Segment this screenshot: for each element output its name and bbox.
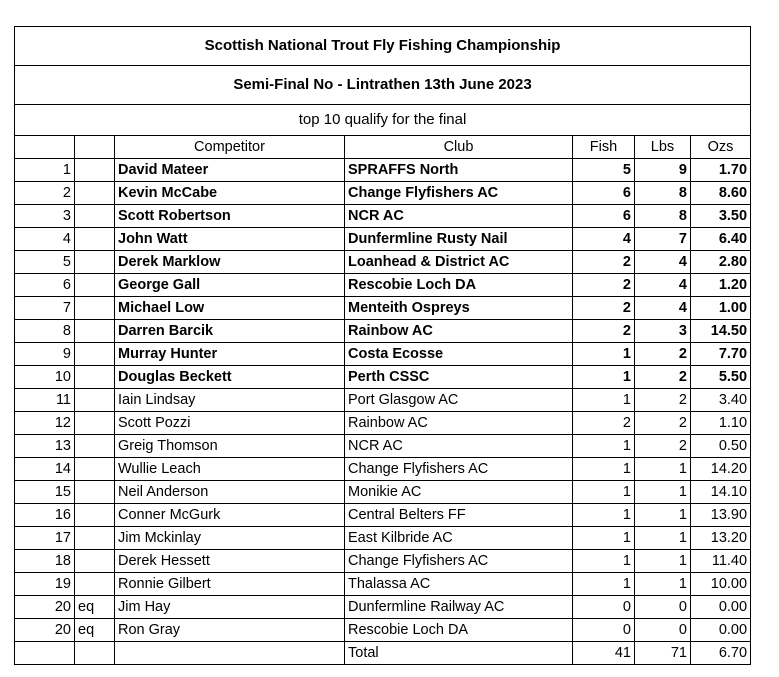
club-cell: Central Belters FF: [345, 504, 573, 527]
competitor-cell: David Mateer: [115, 159, 345, 182]
table-row: [15, 159, 751, 182]
pos-cell: 10: [15, 366, 75, 389]
ozs-cell: 13.20: [691, 527, 751, 550]
table-row: [15, 550, 751, 573]
ozs-cell: 3.50: [691, 205, 751, 228]
lbs-cell: 8: [635, 182, 691, 205]
ozs-cell: 6.40: [691, 228, 751, 251]
header-row: [15, 136, 751, 159]
championship-title: Scottish National Trout Fly Fishing Championship: [15, 27, 751, 66]
pos-cell: 16: [15, 504, 75, 527]
club-cell: East Kilbride AC: [345, 527, 573, 550]
table-row: [15, 596, 751, 619]
fish-cell: 1: [573, 504, 635, 527]
fish-cell: 0: [573, 596, 635, 619]
tag-cell: [75, 504, 115, 527]
club-cell: Port Glasgow AC: [345, 389, 573, 412]
fish-cell: 2: [573, 320, 635, 343]
fish-cell: 4: [573, 228, 635, 251]
competitor-cell: Ron Gray: [115, 619, 345, 642]
pos-cell: 19: [15, 573, 75, 596]
pos-cell: 11: [15, 389, 75, 412]
ozs-cell: 14.10: [691, 481, 751, 504]
club-cell: Dunfermline Railway AC: [345, 596, 573, 619]
tag-cell: [75, 435, 115, 458]
header-ozs: Ozs: [691, 136, 751, 159]
fish-cell: 1: [573, 343, 635, 366]
tag-cell: [75, 274, 115, 297]
lbs-cell: 2: [635, 343, 691, 366]
table-row: [15, 205, 751, 228]
fish-cell: 2: [573, 297, 635, 320]
fish-cell: 0: [573, 619, 635, 642]
tag-cell: [75, 527, 115, 550]
competitor-cell: Derek Hessett: [115, 550, 345, 573]
lbs-cell: 4: [635, 251, 691, 274]
club-cell: Change Flyfishers AC: [345, 550, 573, 573]
fish-cell: 6: [573, 182, 635, 205]
competitor-cell: Michael Low: [115, 297, 345, 320]
competitor-cell: Murray Hunter: [115, 343, 345, 366]
pos-cell: 13: [15, 435, 75, 458]
fish-cell: 2: [573, 274, 635, 297]
tag-cell: eq: [75, 596, 115, 619]
table-row: [15, 389, 751, 412]
header-pos: [15, 136, 75, 159]
fish-cell: 5: [573, 159, 635, 182]
ozs-cell: 8.60: [691, 182, 751, 205]
total-fish: 41: [573, 642, 635, 665]
fish-cell: 1: [573, 389, 635, 412]
club-cell: Change Flyfishers AC: [345, 458, 573, 481]
total-row: [15, 642, 751, 665]
table-row: [15, 251, 751, 274]
ozs-cell: 14.50: [691, 320, 751, 343]
table-row: [15, 343, 751, 366]
fish-cell: 1: [573, 527, 635, 550]
fish-cell: 2: [573, 412, 635, 435]
pos-cell: 17: [15, 527, 75, 550]
competitor-cell: Darren Barcik: [115, 320, 345, 343]
competitor-cell: Neil Anderson: [115, 481, 345, 504]
club-cell: Dunfermline Rusty Nail: [345, 228, 573, 251]
tag-cell: [75, 251, 115, 274]
competitor-cell: Douglas Beckett: [115, 366, 345, 389]
competitor-cell: Greig Thomson: [115, 435, 345, 458]
table-row: [15, 366, 751, 389]
club-cell: Menteith Ospreys: [345, 297, 573, 320]
competitor-cell: John Watt: [115, 228, 345, 251]
total-competitor: [115, 642, 345, 665]
club-cell: Rescobie Loch DA: [345, 274, 573, 297]
ozs-cell: 0.00: [691, 619, 751, 642]
total-label: Total: [345, 642, 573, 665]
club-cell: SPRAFFS North: [345, 159, 573, 182]
ozs-cell: 1.20: [691, 274, 751, 297]
total-tag: [75, 642, 115, 665]
pos-cell: 18: [15, 550, 75, 573]
header-fish: Fish: [573, 136, 635, 159]
pos-cell: 14: [15, 458, 75, 481]
header-lbs: Lbs: [635, 136, 691, 159]
header-tag: [75, 136, 115, 159]
fish-cell: 1: [573, 481, 635, 504]
tag-cell: [75, 481, 115, 504]
ozs-cell: 5.50: [691, 366, 751, 389]
qualify-note: top 10 qualify for the final: [15, 105, 751, 136]
fish-cell: 6: [573, 205, 635, 228]
ozs-cell: 7.70: [691, 343, 751, 366]
pos-cell: 12: [15, 412, 75, 435]
competitor-cell: Jim Hay: [115, 596, 345, 619]
lbs-cell: 9: [635, 159, 691, 182]
event-subtitle: Semi-Final No - Lintrathen 13th June 2023: [15, 66, 751, 105]
tag-cell: [75, 412, 115, 435]
club-cell: NCR AC: [345, 435, 573, 458]
ozs-cell: 1.00: [691, 297, 751, 320]
pos-cell: 3: [15, 205, 75, 228]
tag-cell: [75, 389, 115, 412]
pos-cell: 8: [15, 320, 75, 343]
ozs-cell: 1.70: [691, 159, 751, 182]
table-row: [15, 435, 751, 458]
tag-cell: eq: [75, 619, 115, 642]
tag-cell: [75, 366, 115, 389]
lbs-cell: 2: [635, 435, 691, 458]
header-competitor: Competitor: [115, 136, 345, 159]
total-lbs: 71: [635, 642, 691, 665]
header-club: Club: [345, 136, 573, 159]
lbs-cell: 0: [635, 619, 691, 642]
ozs-cell: 1.10: [691, 412, 751, 435]
tag-cell: [75, 182, 115, 205]
fish-cell: 1: [573, 366, 635, 389]
pos-cell: 20: [15, 619, 75, 642]
club-cell: Costa Ecosse: [345, 343, 573, 366]
table-row: [15, 320, 751, 343]
fish-cell: 1: [573, 435, 635, 458]
lbs-cell: 7: [635, 228, 691, 251]
table-row: [15, 619, 751, 642]
competitor-cell: Conner McGurk: [115, 504, 345, 527]
table-row: [15, 458, 751, 481]
competitor-cell: Kevin McCabe: [115, 182, 345, 205]
tag-cell: [75, 343, 115, 366]
total-ozs: 6.70: [691, 642, 751, 665]
competitor-cell: Scott Pozzi: [115, 412, 345, 435]
ozs-cell: 2.80: [691, 251, 751, 274]
fish-cell: 1: [573, 458, 635, 481]
lbs-cell: 3: [635, 320, 691, 343]
competitor-cell: Derek Marklow: [115, 251, 345, 274]
tag-cell: [75, 159, 115, 182]
ozs-cell: 10.00: [691, 573, 751, 596]
table-row: [15, 228, 751, 251]
tag-cell: [75, 458, 115, 481]
table-row: [15, 573, 751, 596]
tag-cell: [75, 320, 115, 343]
ozs-cell: 0.50: [691, 435, 751, 458]
competitor-cell: Scott Robertson: [115, 205, 345, 228]
pos-cell: 20: [15, 596, 75, 619]
table-row: [15, 412, 751, 435]
pos-cell: 2: [15, 182, 75, 205]
competitor-cell: Jim Mckinlay: [115, 527, 345, 550]
table-row: [15, 504, 751, 527]
lbs-cell: 4: [635, 274, 691, 297]
table-row: [15, 274, 751, 297]
table-row: [15, 182, 751, 205]
lbs-cell: 8: [635, 205, 691, 228]
pos-cell: 1: [15, 159, 75, 182]
subtitle-row: [15, 66, 751, 105]
pos-cell: 4: [15, 228, 75, 251]
results-table: [14, 26, 751, 665]
lbs-cell: 1: [635, 527, 691, 550]
pos-cell: 6: [15, 274, 75, 297]
fish-cell: 2: [573, 251, 635, 274]
competitor-cell: Ronnie Gilbert: [115, 573, 345, 596]
tag-cell: [75, 573, 115, 596]
club-cell: Rainbow AC: [345, 412, 573, 435]
tag-cell: [75, 550, 115, 573]
club-cell: Loanhead & District AC: [345, 251, 573, 274]
note-row: [15, 105, 751, 136]
competitor-cell: Iain Lindsay: [115, 389, 345, 412]
ozs-cell: 3.40: [691, 389, 751, 412]
lbs-cell: 1: [635, 550, 691, 573]
competitor-cell: George Gall: [115, 274, 345, 297]
fish-cell: 1: [573, 550, 635, 573]
ozs-cell: 13.90: [691, 504, 751, 527]
pos-cell: 7: [15, 297, 75, 320]
lbs-cell: 4: [635, 297, 691, 320]
table-row: [15, 297, 751, 320]
lbs-cell: 1: [635, 504, 691, 527]
pos-cell: 15: [15, 481, 75, 504]
ozs-cell: 14.20: [691, 458, 751, 481]
ozs-cell: 11.40: [691, 550, 751, 573]
club-cell: Change Flyfishers AC: [345, 182, 573, 205]
club-cell: Rescobie Loch DA: [345, 619, 573, 642]
tag-cell: [75, 205, 115, 228]
club-cell: NCR AC: [345, 205, 573, 228]
lbs-cell: 1: [635, 458, 691, 481]
table-row: [15, 481, 751, 504]
fish-cell: 1: [573, 573, 635, 596]
total-pos: [15, 642, 75, 665]
tag-cell: [75, 297, 115, 320]
lbs-cell: 1: [635, 573, 691, 596]
lbs-cell: 1: [635, 481, 691, 504]
table-row: [15, 527, 751, 550]
ozs-cell: 0.00: [691, 596, 751, 619]
lbs-cell: 0: [635, 596, 691, 619]
pos-cell: 9: [15, 343, 75, 366]
title-row: [15, 27, 751, 66]
club-cell: Perth CSSC: [345, 366, 573, 389]
pos-cell: 5: [15, 251, 75, 274]
club-cell: Rainbow AC: [345, 320, 573, 343]
club-cell: Thalassa AC: [345, 573, 573, 596]
lbs-cell: 2: [635, 389, 691, 412]
tag-cell: [75, 228, 115, 251]
lbs-cell: 2: [635, 412, 691, 435]
competitor-cell: Wullie Leach: [115, 458, 345, 481]
club-cell: Monikie AC: [345, 481, 573, 504]
lbs-cell: 2: [635, 366, 691, 389]
